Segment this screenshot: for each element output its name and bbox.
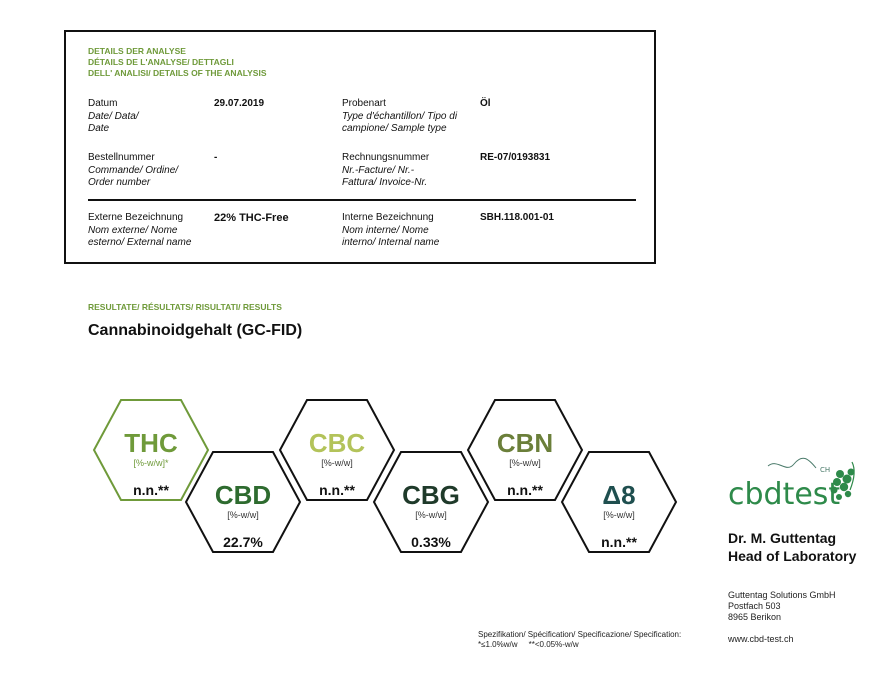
- cbdtest-logo-graphic: [728, 452, 868, 522]
- date-label-italic: Date: [88, 123, 110, 134]
- cannabinoid-value: n.n.**: [133, 482, 169, 498]
- sample-label-italic: campione/ Sample type: [342, 123, 447, 134]
- cannabinoid-value: n.n.**: [507, 482, 543, 498]
- int-label-italic: Nom interne/ Nome: [342, 224, 429, 236]
- cannabinoid-value: n.n.**: [319, 482, 355, 498]
- int-value: SBH.118.001-01: [480, 212, 554, 223]
- sample-label-italic: Type d'échantillon/ Tipo di: [342, 110, 458, 122]
- order-label-main: Bestellnummer: [88, 152, 155, 163]
- date-value: 29.07.2019: [214, 98, 265, 109]
- company-street: Postfach 503: [728, 601, 781, 611]
- cannabinoid-unit: [%-w/w]: [321, 458, 353, 468]
- invoice-label-italic: Fattura/ Invoice-Nr.: [342, 177, 428, 188]
- int-label: [342, 212, 439, 250]
- cannabinoid-value: 0.33%: [411, 534, 451, 550]
- order-value: -: [214, 152, 218, 163]
- date-label-main: Datum: [88, 98, 118, 109]
- results-title: Cannabinoidgehalt (GC-FID): [88, 322, 303, 339]
- results-section-title: RESULTATE/ RÉSULTATS/ RISULTATI/ RESULTS: [88, 302, 282, 312]
- cannabinoid-value: 22.7%: [223, 534, 263, 550]
- signatory-role: Head of Laboratory: [728, 548, 857, 564]
- ext-label-italic: Nom externe/ Nome: [88, 224, 178, 236]
- cannabinoid-name: CBC: [308, 428, 366, 458]
- cannabinoid-name: CBG: [402, 480, 460, 510]
- sample-value: Öl: [480, 98, 491, 109]
- ext-label-italic: esterno/ External name: [88, 237, 192, 248]
- analysis-heading-line: DELL' ANALISI/ DETAILS OF THE ANALYSIS: [88, 68, 267, 78]
- ext-value: 22% THC-Free: [214, 212, 289, 224]
- cannabinoid-value: n.n.**: [601, 534, 637, 550]
- invoice-label-italic: Nr.-Facture/ Nr.-: [342, 164, 415, 176]
- date-label-italic: Date/ Data/: [88, 110, 139, 122]
- cbdtest-logo: [728, 452, 868, 522]
- logo-suffix: CH: [820, 466, 831, 474]
- cannabinoid-name: CBD: [214, 480, 272, 510]
- ext-label-main: Externe Bezeichnung: [88, 212, 184, 223]
- invoice-label-main: Rechnungsnummer: [342, 152, 430, 163]
- order-label: [88, 152, 178, 190]
- cannabinoid-unit: [%-w/w]: [603, 510, 635, 520]
- sample-label-main: Probenart: [342, 98, 386, 109]
- analysis-heading-line: DETAILS DER ANALYSE: [88, 46, 186, 56]
- logo-text: cbdtest: [728, 477, 841, 512]
- analysis-details-box: [64, 30, 656, 264]
- invoice-label: [342, 152, 429, 190]
- company-website[interactable]: www.cbd-test.ch: [728, 634, 794, 644]
- int-label-main: Interne Bezeichnung: [342, 212, 434, 223]
- cannabinoid-unit: [%-w/w]: [415, 510, 447, 520]
- order-label-italic: Commande/ Ordine/: [88, 164, 179, 176]
- specification-line: Spezifikation/ Spécification/ Specificazione/ Specification:: [478, 630, 682, 639]
- cannabinoid-name: CBN: [496, 428, 554, 458]
- cannabinoid-name: Δ8: [602, 480, 636, 510]
- cannabinoid-unit: [%-w/w]: [509, 458, 541, 468]
- company-name: Guttentag Solutions GmbH: [728, 590, 836, 600]
- cannabinoid-name: THC: [124, 428, 178, 458]
- sample-label: [342, 98, 457, 136]
- ext-label: [88, 212, 191, 250]
- int-label-italic: interno/ Internal name: [342, 237, 440, 248]
- invoice-value: RE-07/0193831: [480, 152, 551, 163]
- cannabinoid-unit: [%-w/w]: [227, 510, 259, 520]
- cannabinoid-unit: [%-w/w]*: [133, 458, 169, 468]
- date-label: [88, 98, 139, 136]
- analysis-heading: [88, 46, 266, 79]
- hexagon-5: [560, 450, 678, 554]
- specification-limits: *≤1.0%w/w **<0.05%-w/w: [478, 640, 579, 649]
- divider: [88, 199, 636, 201]
- analysis-heading-line: DÉTAILS DE L'ANALYSE/ DETTAGLI: [88, 57, 234, 67]
- signatory-name: Dr. M. Guttentag: [728, 530, 837, 546]
- order-label-italic: Order number: [88, 177, 151, 188]
- company-city: 8965 Berikon: [728, 612, 782, 622]
